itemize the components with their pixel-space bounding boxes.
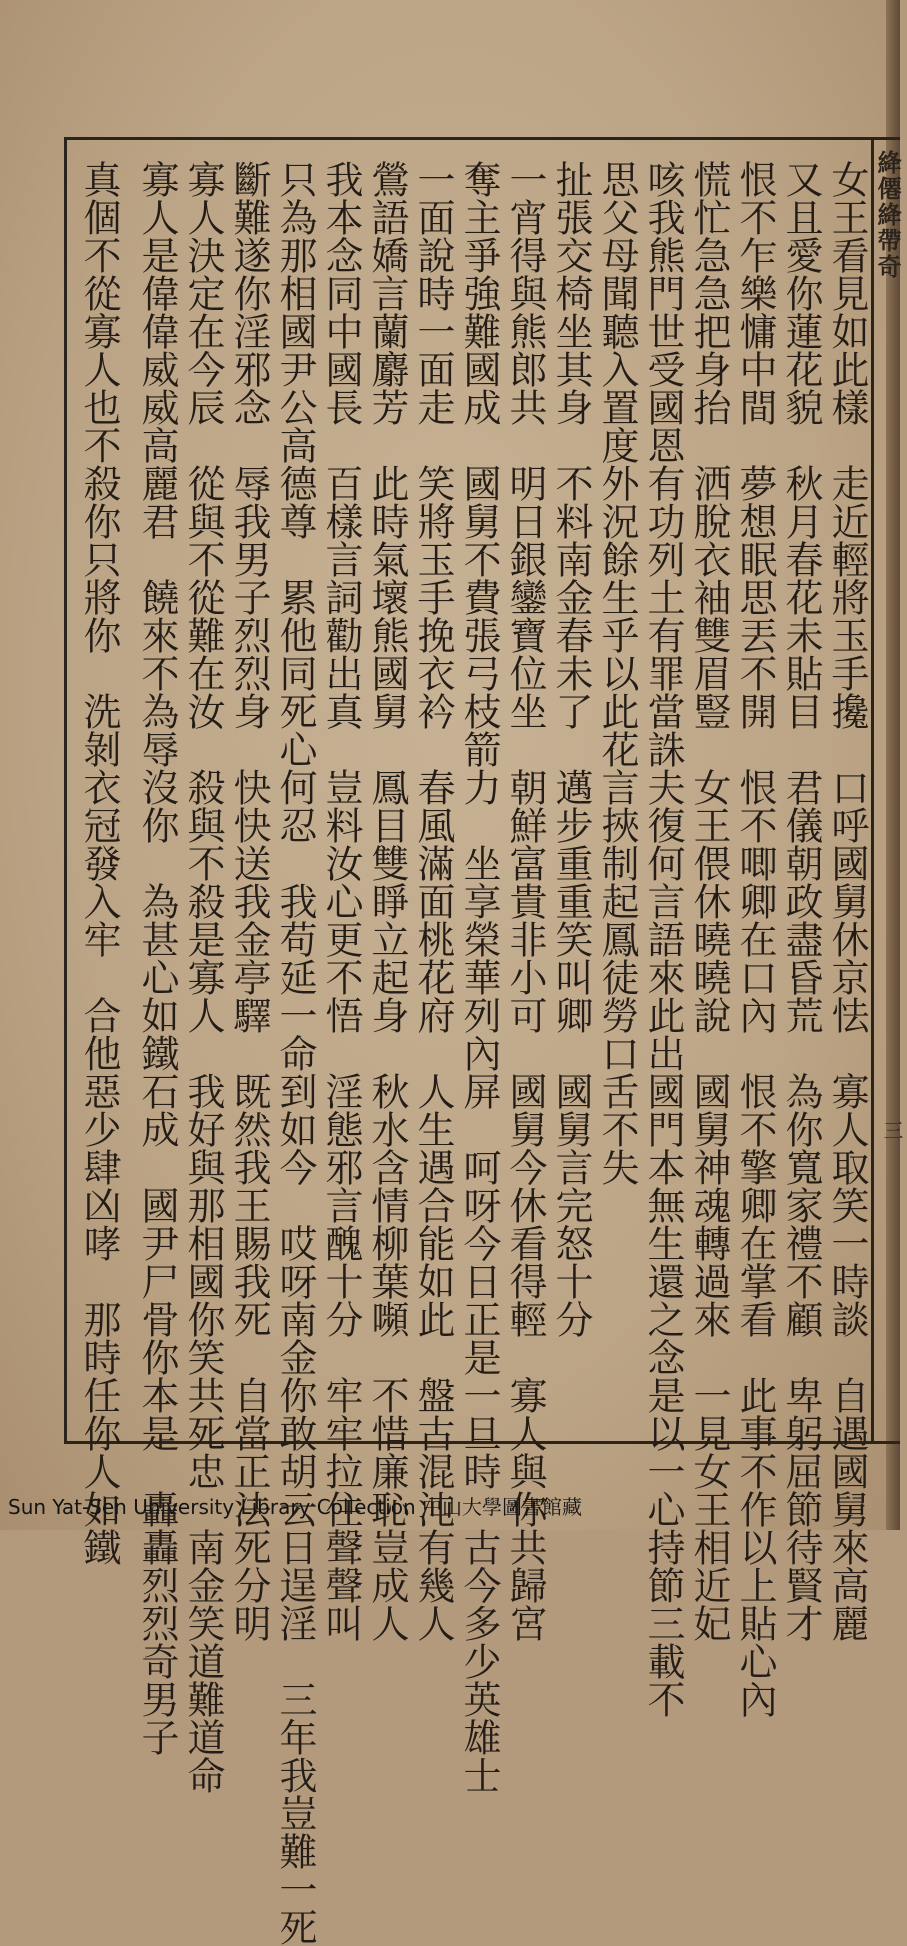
text-column: 鶯語嬌言蘭麝芳 此時氣壞熊國舅 鳳目雙睜立起身 秋水含情柳葉嚬 不惜廉恥豈成人 [365,160,409,1642]
header-page-number: 三 [880,1120,904,1140]
text-column: 寡人是偉偉威威高麗君 饒來不為辱沒你 為甚心如鐵石成 國尹尸骨你本是 轟轟烈烈奇男子 [135,160,179,1756]
text-column: 奪主爭強難國成 國舅不費張弓枝箭力 坐享榮華列內屏 呵呀今日正是一旦時 古今多少英雄士 [457,160,501,1794]
text-column: 一面說時一面走 笑將玉手挽衣衿 春風滿面桃花府 人生遇合能如此 盤古混沌有幾人 [411,160,455,1642]
text-column: 斷難遂你淫邪念 辱我男子烈烈身 快快送我金亭驛 既然我王賜我死 自當正法死分明 [227,160,271,1642]
library-caption: Sun Yat-Sen University Library Collection 中山大學圖書館藏 [8,1495,583,1519]
text-column: 恨不乍樂慵中間 夢想眠思丟不開 恨不唧卿在口內 恨不擎卿在掌看 此事不作以上貼心內 [733,160,777,1718]
text-column: 扯張交椅坐其身 不料南金春未了 邁步重重笑叫卿 國舅言完怒十分 [549,160,593,1338]
text-column: 思父母聞聽入置度外況餘生乎以此花言挾制起鳳徒勞口舌不失 [595,160,639,1186]
text-column: 咳我熊門世受國恩有功列土有罪當誅夫復何言語來此出國門本無生還之念是以一心持節三載不 [641,160,685,1718]
text-column: 又且愛你蓮花貌 秋月春花未貼目 君儀朝政盡昏荒 為你寬家禮不顧 卑躬屈節待賢才 [779,160,823,1642]
header-strip [874,137,900,1444]
text-column: 寡人決定在今辰 從與不從難在汝 殺與不殺是寡人 我好與那相國你笑共死忠 南金笑道難道命 [181,160,225,1794]
header-title: 絳僊絳帶奇 [873,150,902,280]
text-column: 真個不從寡人也不殺你只將你 洗剝衣冠發入牢 合他惡少肆凶哮 那時任你人如鐵 [77,160,121,1566]
text-column: 女王看見如此樣 走近輕將玉手攙 口呼國舅休京怯 寡人取笑一時談 自遇國舅來高麗 [825,160,869,1642]
text-column: 慌忙急急把身抬 洒脫衣袖雙眉豎 女王偎休曉曉說 國舅神魂轉過來 一見女王相近妃 [687,160,731,1642]
text-column: 我本念同中國長 百樣言詞勸出真 豈料汝心更不悟 淫態邪言醜十分 牢牢拉住聲聲叫 [319,160,363,1642]
text-column: 一宵得與熊郎共 明日銀鑾寶位坐 朝鮮富貴非小可 國舅今休看得輕 寡人與你共歸宮 [503,160,547,1642]
text-column: 只為那相國尹公高德尊 累他同死心何忍 我苟延一命到如今 哎呀南金你敢胡云日逞淫 三年我豈難一死 [273,160,317,1946]
